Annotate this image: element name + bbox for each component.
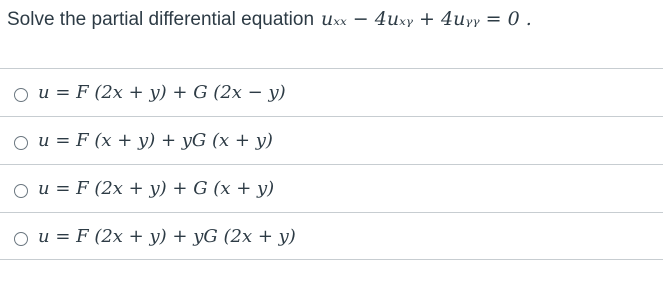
answer-label[interactable]: u = F (2x + y) + G (2x − y) xyxy=(38,82,286,103)
answer-list xyxy=(0,68,663,260)
answer-label[interactable]: u = F (2x + y) + yG (2x + y) xyxy=(38,226,296,247)
radio-button[interactable] xyxy=(14,184,28,198)
answer-option-1[interactable] xyxy=(0,68,663,116)
question-header xyxy=(7,8,657,31)
question-equation: uₓₓ − 4uₓᵧ + 4uᵧᵧ = 0 . xyxy=(321,8,532,30)
answer-label[interactable]: u = F (2x + y) + G (x + y) xyxy=(38,178,275,199)
question-prompt: Solve the partial differential equation xyxy=(7,9,315,30)
radio-button[interactable] xyxy=(14,136,28,150)
answer-option-4[interactable] xyxy=(0,212,663,260)
answer-option-3[interactable] xyxy=(0,164,663,212)
radio-button[interactable] xyxy=(14,88,28,102)
radio-button[interactable] xyxy=(14,232,28,246)
answer-option-2[interactable] xyxy=(0,116,663,164)
answer-label[interactable]: u = F (x + y) + yG (x + y) xyxy=(38,130,273,151)
